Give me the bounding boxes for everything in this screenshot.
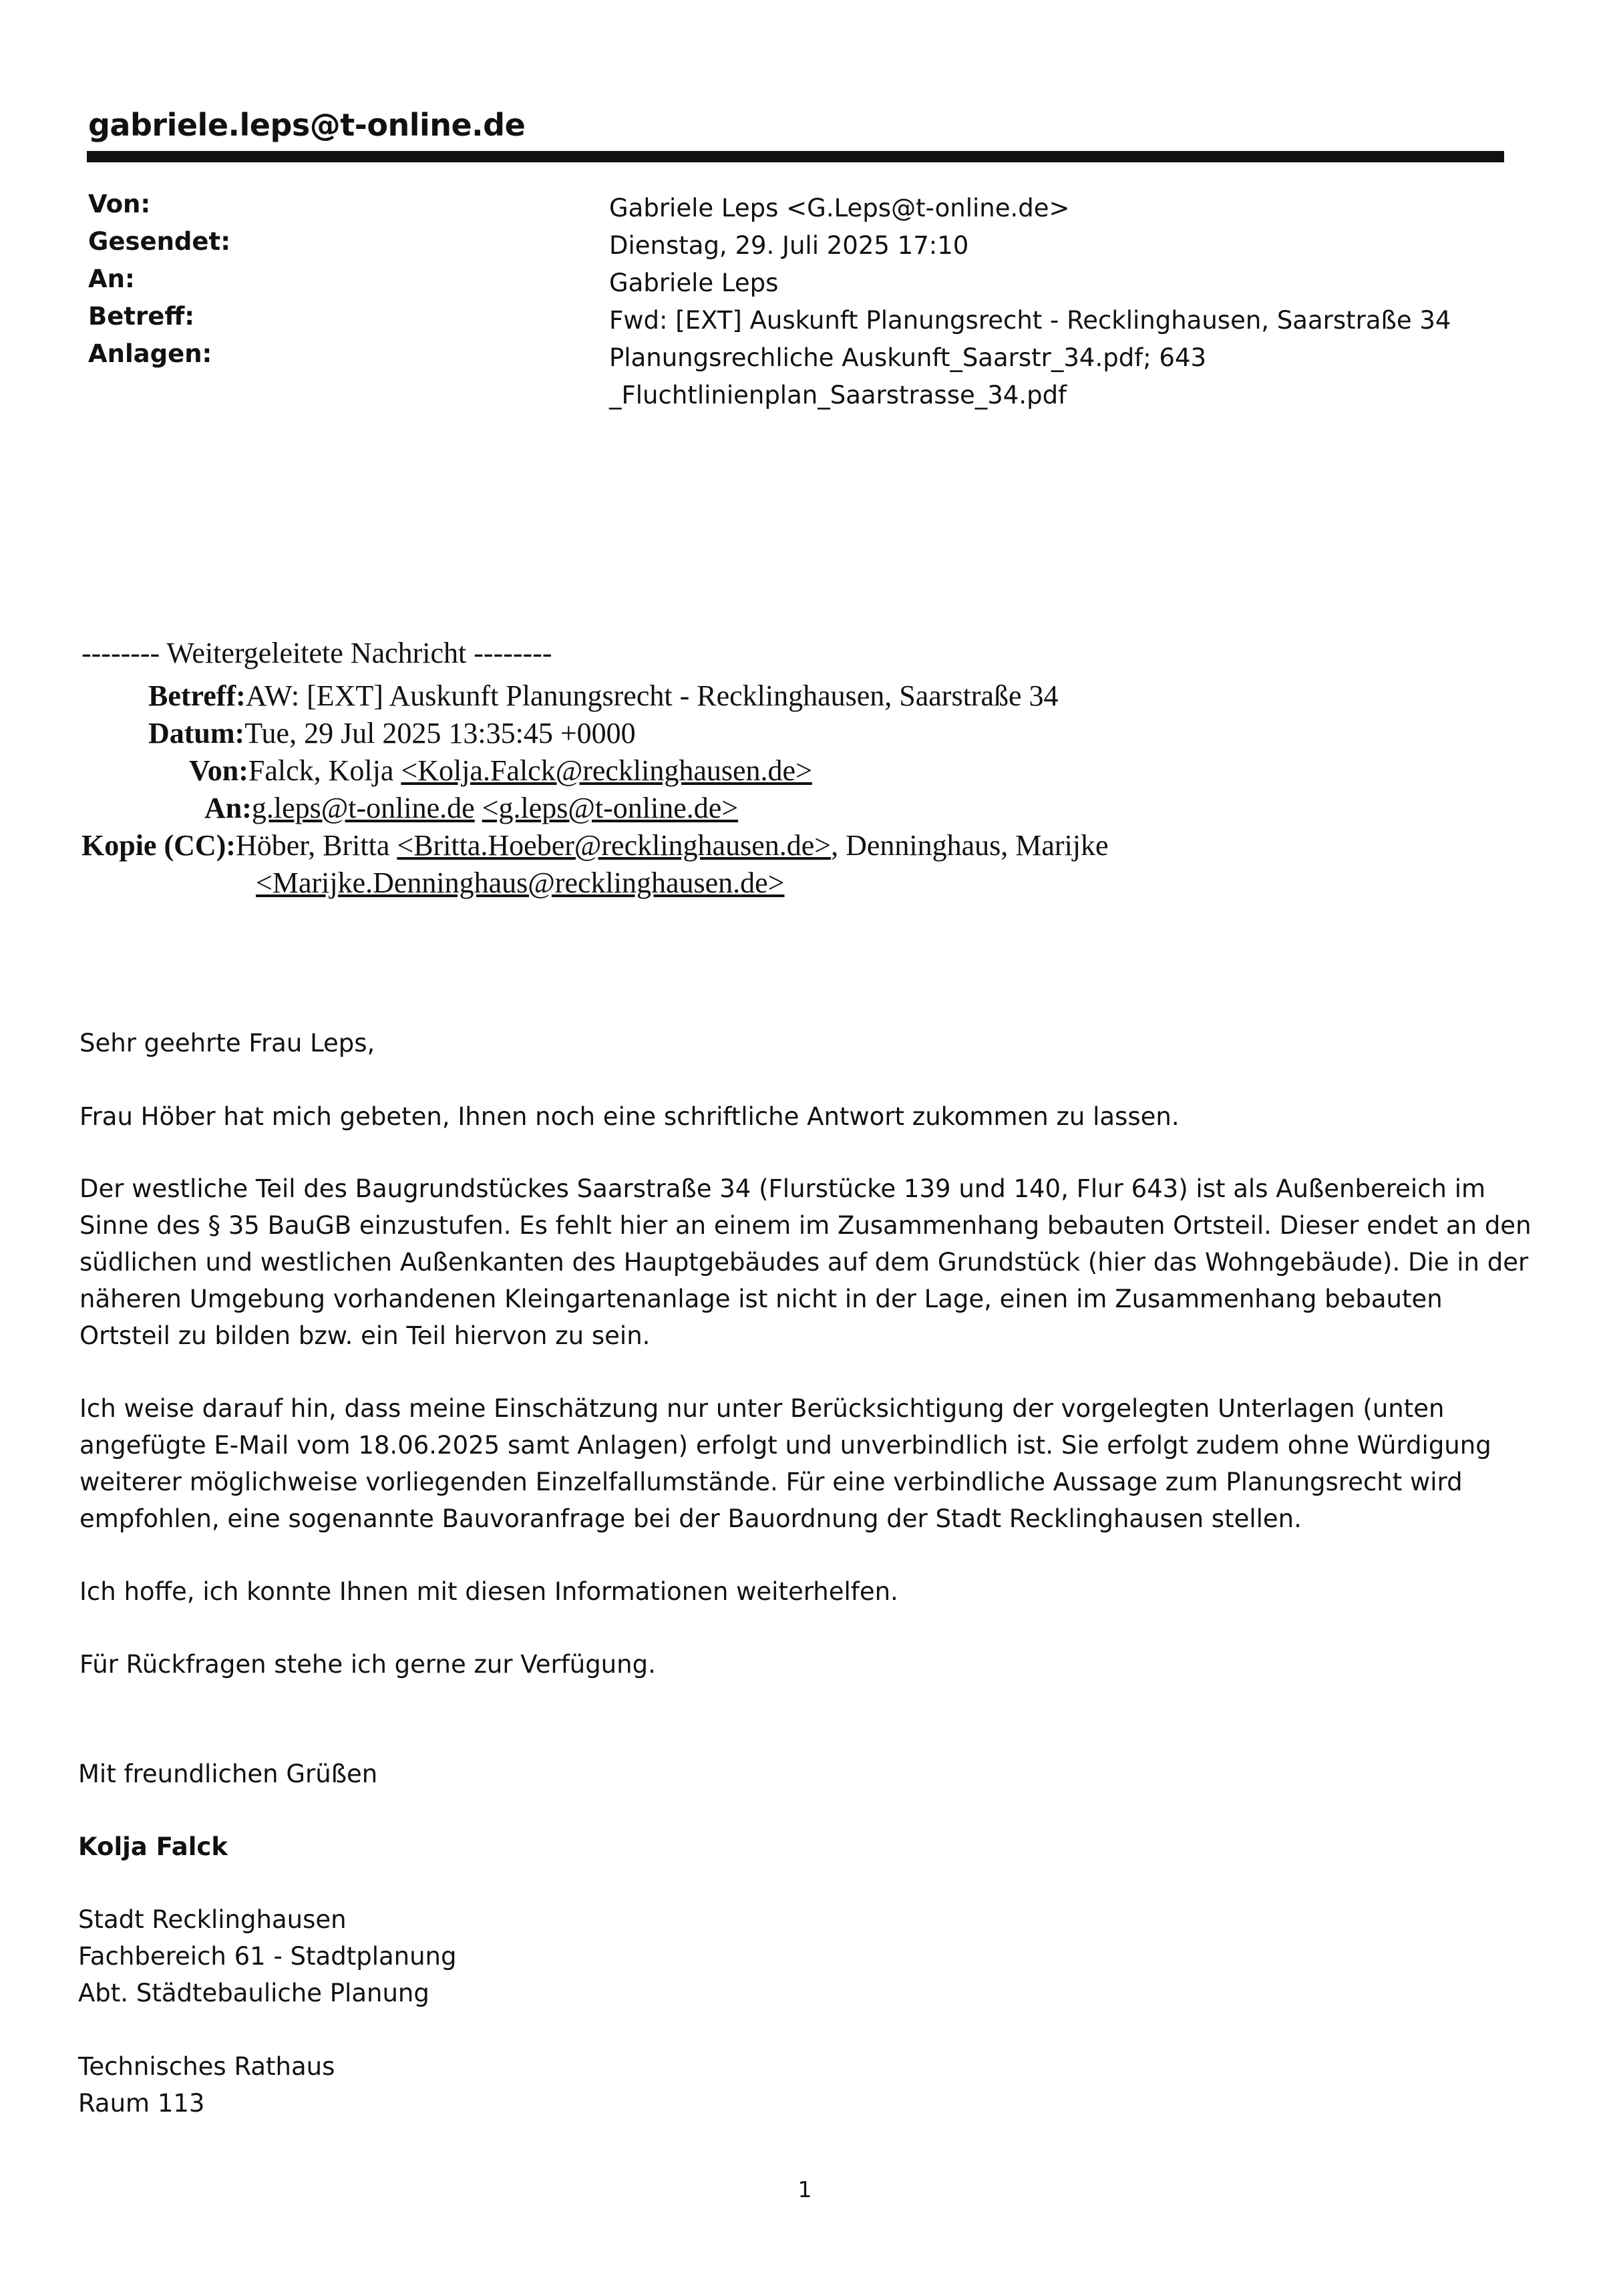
attachments-label: Anlagen: bbox=[88, 339, 212, 368]
forwarded-from-row bbox=[189, 754, 812, 788]
paragraph-3-line-3: weiterer möglichweise vorliegenden Einzelfallumstände. Für eine verbindliche Aussage zum Planungsrecht wird bbox=[79, 1468, 1463, 1496]
signature-address-line-2: Raum 113 bbox=[78, 2089, 205, 2118]
forwarded-banner: -------- Weitergeleitete Nachricht -------- bbox=[81, 637, 552, 669]
forwarded-date-row bbox=[148, 716, 636, 750]
paragraph-2-line-5: Ortsteil zu bilden bzw. ein Teil hiervon zu sein. bbox=[79, 1321, 651, 1350]
paragraph-1: Frau Höber hat mich gebeten, Ihnen noch eine schriftliche Antwort zukommen zu lassen. bbox=[79, 1102, 1180, 1131]
forwarded-cc-email2-link[interactable]: <Marijke.Denninghaus@recklinghausen.de> bbox=[256, 866, 785, 899]
paragraph-4: Ich hoffe, ich konnte Ihnen mit diesen Informationen weiterhelfen. bbox=[79, 1577, 898, 1606]
attachments-value-line1: Planungsrechliche Auskunft_Saarstr_34.pdf; 643 bbox=[609, 343, 1207, 372]
forwarded-cc-label: Kopie (CC): bbox=[81, 829, 236, 862]
signature-address-line-1: Technisches Rathaus bbox=[78, 2052, 335, 2081]
forwarded-subject-label: Betreff: bbox=[148, 679, 246, 712]
paragraph-2-line-1: Der westliche Teil des Baugrundstückes Saarstraße 34 (Flurstücke 139 und 140, Flur 643) ist als Außenbereich im bbox=[79, 1174, 1486, 1203]
forwarded-to-email-bracket-link[interactable]: <g.leps@t-online.de> bbox=[482, 792, 739, 824]
forwarded-to-email-link[interactable]: g.leps@t-online.de bbox=[251, 792, 475, 824]
header-rule bbox=[87, 151, 1504, 162]
subject-label: Betreff: bbox=[88, 302, 195, 331]
forwarded-from-email-link[interactable]: <Kolja.Falck@recklinghausen.de> bbox=[401, 754, 812, 787]
forwarded-subject-value: AW: [EXT] Auskunft Planungsrecht - Recklinghausen, Saarstraße 34 bbox=[245, 679, 1059, 712]
forwarded-from-name: Falck, Kolja bbox=[248, 754, 401, 787]
forwarded-cc-row-continued bbox=[256, 866, 784, 900]
paragraph-2-line-4: näheren Umgebung vorhandenen Kleingartenanlage ist nicht in der Lage, einen im Zusammenhang bebauten bbox=[79, 1285, 1443, 1313]
page-number: 1 bbox=[797, 2176, 812, 2202]
from-value: Gabriele Leps <G.Leps@t-online.de> bbox=[609, 194, 1070, 222]
attachments-value-line2: _Fluchtlinienplan_Saarstrasse_34.pdf bbox=[609, 381, 1067, 409]
paragraph-3-line-2: angefügte E-Mail vom 18.06.2025 samt Anlagen) erfolgt und unverbindlich ist. Sie erfolgt zudem ohne Würdigung bbox=[79, 1431, 1491, 1460]
account-email-heading: gabriele.leps@t-online.de bbox=[88, 107, 526, 143]
from-label: Von: bbox=[88, 190, 151, 218]
forwarded-cc-row bbox=[81, 828, 1109, 862]
forwarded-cc-name2: , Denninghaus, Marijke bbox=[831, 829, 1109, 862]
forwarded-cc-name1: Höber, Britta bbox=[235, 829, 397, 862]
forwarded-to-row bbox=[204, 791, 738, 825]
paragraph-5: Für Rückfragen stehe ich gerne zur Verfügung. bbox=[79, 1650, 656, 1679]
forwarded-from-label: Von: bbox=[189, 754, 248, 787]
signature-org-line-2: Fachbereich 61 - Stadtplanung bbox=[78, 1942, 457, 1971]
to-label: An: bbox=[88, 265, 135, 293]
signature-name: Kolja Falck bbox=[78, 1832, 228, 1861]
signature-org-line-3: Abt. Städtebauliche Planung bbox=[78, 1979, 429, 2007]
to-value: Gabriele Leps bbox=[609, 269, 779, 297]
forwarded-date-label: Datum: bbox=[148, 717, 245, 750]
forwarded-subject-row bbox=[148, 679, 1059, 713]
forwarded-cc-email1-link[interactable]: <Britta.Hoeber@recklinghausen.de> bbox=[397, 829, 832, 862]
signature-org-line-1: Stadt Recklinghausen bbox=[78, 1905, 347, 1934]
paragraph-2-line-2: Sinne des § 35 BauGB einzustufen. Es fehlt hier an einem im Zusammenhang bebauten Ortsteil. Dieser endet an den bbox=[79, 1211, 1532, 1240]
paragraph-3-line-4: empfohlen, eine sogenannte Bauvoranfrage bei der Bauordnung der Stadt Recklinghausen stellen. bbox=[79, 1504, 1302, 1533]
forwarded-to-label: An: bbox=[204, 792, 252, 824]
signature-closing: Mit freundlichen Grüßen bbox=[78, 1760, 378, 1788]
paragraph-2-line-3: südlichen und westlichen Außenkanten des Hauptgebäudes auf dem Grundstück (hier das Wohngebäude). Die in der bbox=[79, 1248, 1529, 1277]
sent-label: Gesendet: bbox=[88, 227, 230, 256]
paragraph-3-line-1: Ich weise darauf hin, dass meine Einschätzung nur unter Berücksichtigung der vorgelegten Unterlagen (unten bbox=[79, 1394, 1445, 1423]
sent-value: Dienstag, 29. Juli 2025 17:10 bbox=[609, 231, 969, 260]
subject-value: Fwd: [EXT] Auskunft Planungsrecht - Recklinghausen, Saarstraße 34 bbox=[609, 306, 1451, 335]
forwarded-date-value: Tue, 29 Jul 2025 13:35:45 +0000 bbox=[244, 717, 636, 750]
greeting: Sehr geehrte Frau Leps, bbox=[79, 1029, 375, 1057]
